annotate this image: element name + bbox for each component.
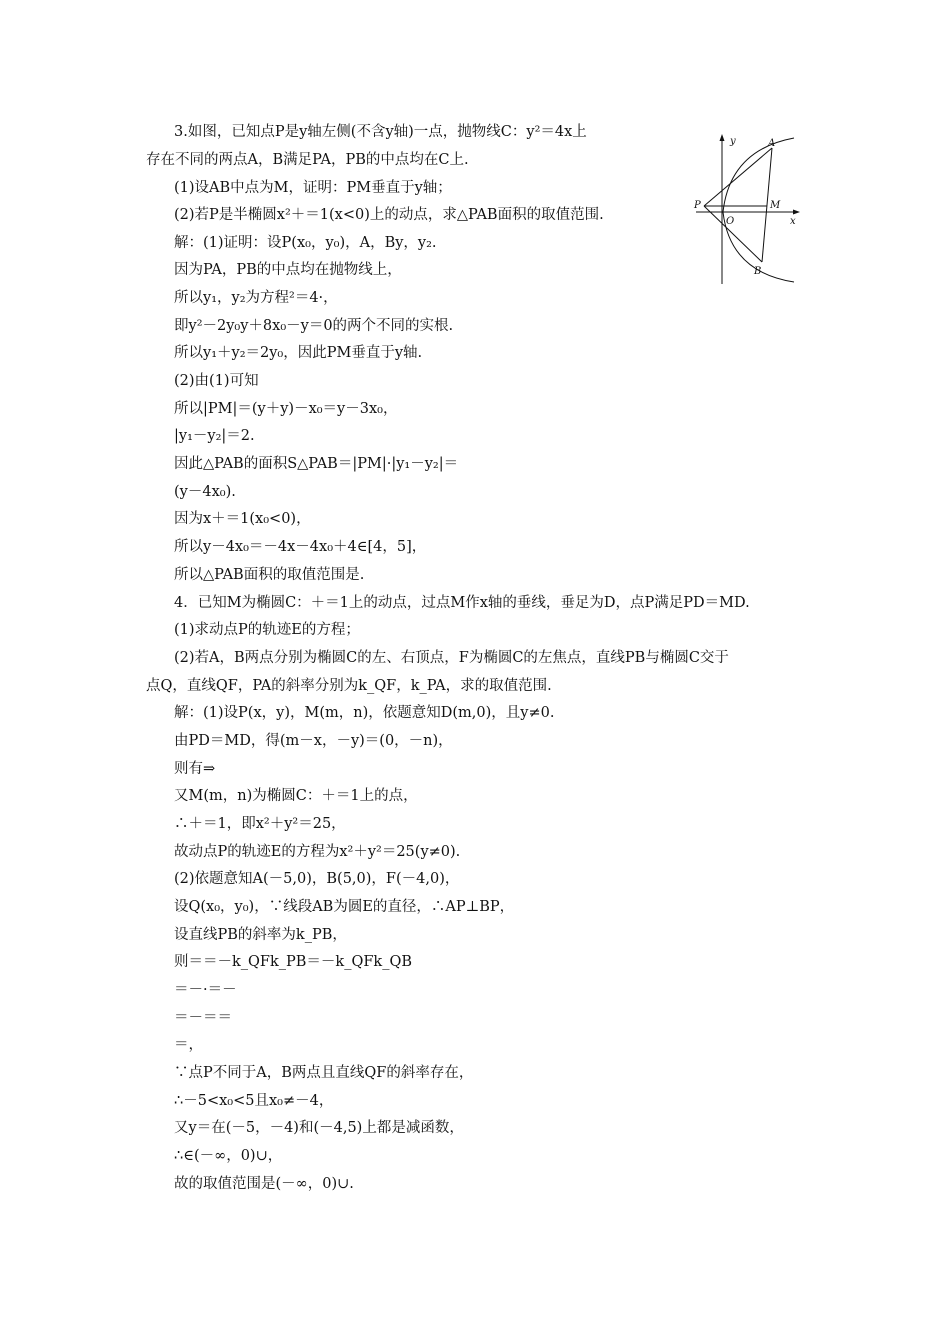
p3-line-3: (1)设AB中点为M，证明：PM垂直于y轴； <box>174 180 452 196</box>
figure-label-y: y <box>730 136 736 147</box>
p4-line-3: (2)若A，B两点分别为椭圆C的左、右顶点，F为椭圆C的左焦点，直线PB与椭圆C交于 <box>174 650 729 666</box>
p4-line-18: ∵点P不同于A，B两点且直线QF的斜率存在， <box>174 1065 474 1081</box>
p4-line-7: 则有⇒ <box>174 761 216 777</box>
p4-line-1: 4．已知M为椭圆C：＋＝1上的动点，过点M作x轴的垂线，垂足为D，点P满足PD＝MD. <box>174 595 750 611</box>
figure-label-m: M <box>770 200 781 211</box>
p4-line-4: 点Q，直线QF，PA的斜率分别为k_QF，k_PA，求的取值范围. <box>146 678 552 694</box>
p4-line-20: 又y＝在(－5，－4)和(－4,5)上都是减函数， <box>174 1120 464 1136</box>
p4-line-21: ∴∈(－∞，0)∪， <box>174 1148 283 1164</box>
p4-line-22: 故的取值范围是(－∞，0)∪. <box>174 1176 354 1192</box>
p4-line-10: 故动点P的轨迹E的方程为x²＋y²＝25(y≠0). <box>174 844 461 860</box>
p3-line-12: |y₁－y₂|＝2. <box>174 428 255 444</box>
p4-line-2: (1)求动点P的轨迹E的方程； <box>174 622 360 638</box>
p3-line-15: 因为x＋＝1(x₀<0)， <box>174 511 311 527</box>
p4-line-14: 则＝＝－k_QFk_PB＝－k_QFk_QB <box>174 954 412 970</box>
p3-line-2: 存在不同的两点A，B满足PA，PB的中点均在C上. <box>146 152 469 168</box>
p4-line-12: 设Q(x₀，y₀)，∵线段AB为圆E的直径，∴AP⊥BP， <box>174 899 515 915</box>
p3-line-17: 所以△PAB面积的取值范围是. <box>174 567 365 583</box>
p3-line-9: 所以y₁＋y₂＝2y₀，因此PM垂直于y轴. <box>174 345 423 361</box>
p4-line-11: (2)依题意知A(－5,0)，B(5,0)，F(－4,0)， <box>174 871 460 887</box>
p3-line-1: 3.如图，已知点P是y轴左侧(不含y轴)一点，抛物线C：y²＝4x上 <box>174 124 587 140</box>
parabola-diagram <box>690 132 802 286</box>
figure-label-b: B <box>754 266 762 277</box>
p4-line-9: ∴＋＝1，即x²＋y²＝25， <box>174 816 346 832</box>
p3-line-14: (y－4x₀). <box>174 484 236 500</box>
p4-line-17: ＝， <box>174 1037 203 1053</box>
p4-line-5: 解：(1)设P(x，y)，M(m，n)，依题意知D(m,0)，且y≠0. <box>174 705 555 721</box>
p3-line-10: (2)由(1)可知 <box>174 373 259 389</box>
p3-line-11: 所以|PM|＝(y＋y)－x₀＝y－3x₀， <box>174 401 398 417</box>
figure-label-x: x <box>790 216 796 227</box>
p4-line-15: ＝－·＝－ <box>174 982 237 998</box>
p4-line-16: ＝－＝＝ <box>174 1010 232 1026</box>
p4-line-6: 由PD＝MD，得(m－x，－y)＝(0，－n)， <box>174 733 453 749</box>
figure-label-a: A <box>768 138 776 149</box>
p4-line-13: 设直线PB的斜率为k_PB， <box>174 927 347 943</box>
p3-line-4: (2)若P是半椭圆x²＋＝1(x<0)上的动点，求△PAB面积的取值范围. <box>174 207 604 223</box>
p4-line-19: ∴－5<x₀<5且x₀≠－4， <box>174 1093 334 1109</box>
p4-line-8: 又M(m，n)为椭圆C：＋＝1上的点， <box>174 788 418 804</box>
p3-line-8: 即y²－2y₀y＋8x₀－y＝0的两个不同的实根. <box>174 318 454 334</box>
p3-line-7: 所以y₁，y₂为方程²＝4·， <box>174 290 338 306</box>
figure-label-o: O <box>726 216 735 227</box>
figure-label-p: P <box>694 200 701 211</box>
p3-line-6: 因为PA，PB的中点均在抛物线上， <box>174 262 402 278</box>
p3-line-5: 解：(1)证明：设P(x₀，y₀)，A，By，y₂. <box>174 235 437 251</box>
p3-line-13: 因此△PAB的面积S△PAB＝|PM|·|y₁－y₂|＝ <box>174 456 459 472</box>
parabola-figure <box>690 132 802 286</box>
p3-line-16: 所以y－4x₀＝－4x－4x₀＋4∈[4，5]， <box>174 539 427 555</box>
